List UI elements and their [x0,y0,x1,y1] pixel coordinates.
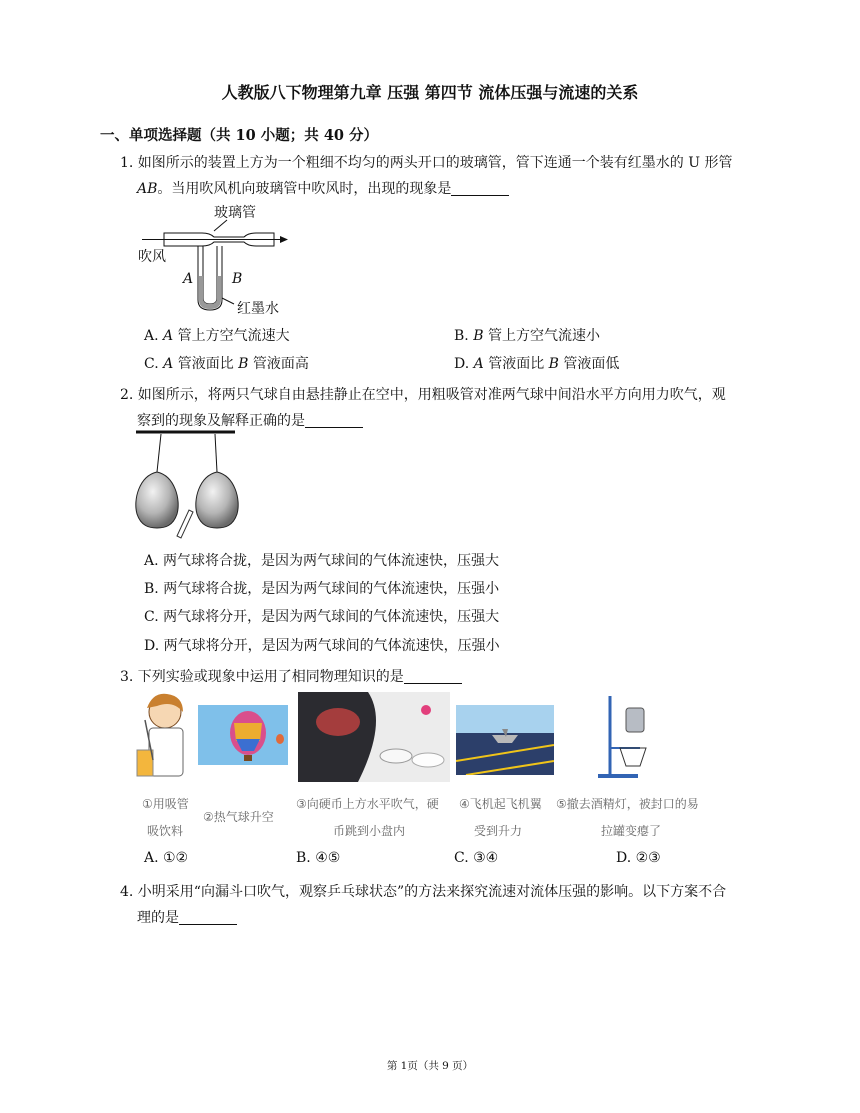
page-footer: 第 1页（共 9 页） [386,1060,474,1072]
q2-option-a[interactable]: A. 两气球将合拢，是因为两气球间的气体流速快，压强大 [144,553,500,569]
answer-blank[interactable] [179,910,237,925]
red-ink-liquid [199,276,221,309]
image-plane-takeoff [456,705,554,775]
q2-figure-balloons [133,428,243,540]
q1-option-b[interactable]: B. B 管上方空气流速小 [454,328,600,344]
question-4-line1: 4. 小明采用“向漏斗口吹气，观察乒乓球状态”的方法来探究流速对流体压强的影响。以下方案不合 [120,884,727,900]
balloon-right [196,472,238,528]
balloon-left [136,472,178,528]
answer-blank[interactable] [404,669,462,684]
q1-option-d[interactable]: D. A 管液面比 B 管液面低 [454,356,620,372]
straw [177,510,193,538]
image-coin-blow [298,692,450,782]
caption-4a: ④飞机起飞机翼 [459,797,542,811]
caption-4b: 受到升力 [474,824,523,838]
caption-3a: ③向硬币上方水平吹气，硬 [296,797,439,811]
label-red-ink: 红墨水 [237,301,279,317]
question-1-stem [120,150,733,176]
q2-option-d[interactable]: D. 两气球将分开，是因为两气球间的气体流速快，压强小 [144,638,500,654]
label-b: B [232,271,243,287]
image-can-collapse [590,692,660,782]
q1-option-c[interactable]: C. A 管液面比 B 管液面高 [144,356,309,372]
caption-1b: 吸饮料 [147,824,184,838]
q3-option-a[interactable]: A. ①② [144,850,189,866]
image-straw-drink [133,690,193,782]
caption-2: ②热气球升空 [203,810,274,824]
caption-5a: ⑤撤去酒精灯，被封口的易 [556,797,699,811]
wind-arrow-head [280,236,288,243]
page-title: 人教版八下物理第九章 压强 第四节 流体压强与流速的关系 [221,83,639,102]
answer-blank[interactable] [305,413,363,428]
label-blow: 吹风 [138,249,166,265]
q3-option-d[interactable]: D. ②③ [616,850,661,866]
q3-option-b[interactable]: B. ④⑤ [296,850,341,866]
question-2-line1: 2. 如图所示，将两只气球自由悬挂静止在空中，用粗吸管对准两气球中间沿水平方向用力吹气，观 [120,387,726,403]
balloon-string-right [215,434,217,472]
caption-5b: 拉罐变瘪了 [601,824,662,838]
balloon-string-left [157,434,161,472]
q2-option-c[interactable]: C. 两气球将分开，是因为两气球间的气体流速快，压强大 [144,609,500,625]
question-4-line2: 理的是 [137,905,237,931]
ink-leader [222,298,234,304]
u-tube-inner [203,246,217,304]
label-a: A [183,271,194,287]
section-heading: 一、单项选择题（共 10 小题；共 40 分） [100,127,379,144]
q1-option-a[interactable]: A. A 管上方空气流速大 [144,328,290,344]
image-hot-air-balloon [198,705,288,765]
question-1-line2-text: 。当用吹风机向玻璃管中吹风时，出现的现象是 [157,181,452,197]
caption-3b: 币跳到小盘内 [333,824,406,838]
q2-option-b[interactable]: B. 两气球将合拢，是因为两气球间的气体流速快，压强小 [144,581,500,597]
question-2-line2: 察到的现象及解释正确的是 [137,408,363,434]
q3-option-c[interactable]: C. ③④ [454,850,499,866]
answer-blank[interactable] [451,181,509,196]
question-3-line1: 3. 下列实验或现象中运用了相同物理知识的是 [120,664,462,690]
label-glass-tube: 玻璃管 [214,205,256,221]
question-1-line1: 1. 如图所示的装置上方为一个粗细不均匀的两头开口的玻璃管，管下连通一个装有红墨水的 U 形管 [120,155,733,171]
question-1-var-ab: AB [137,181,158,197]
caption-1a: ①用吸管 [142,797,189,811]
